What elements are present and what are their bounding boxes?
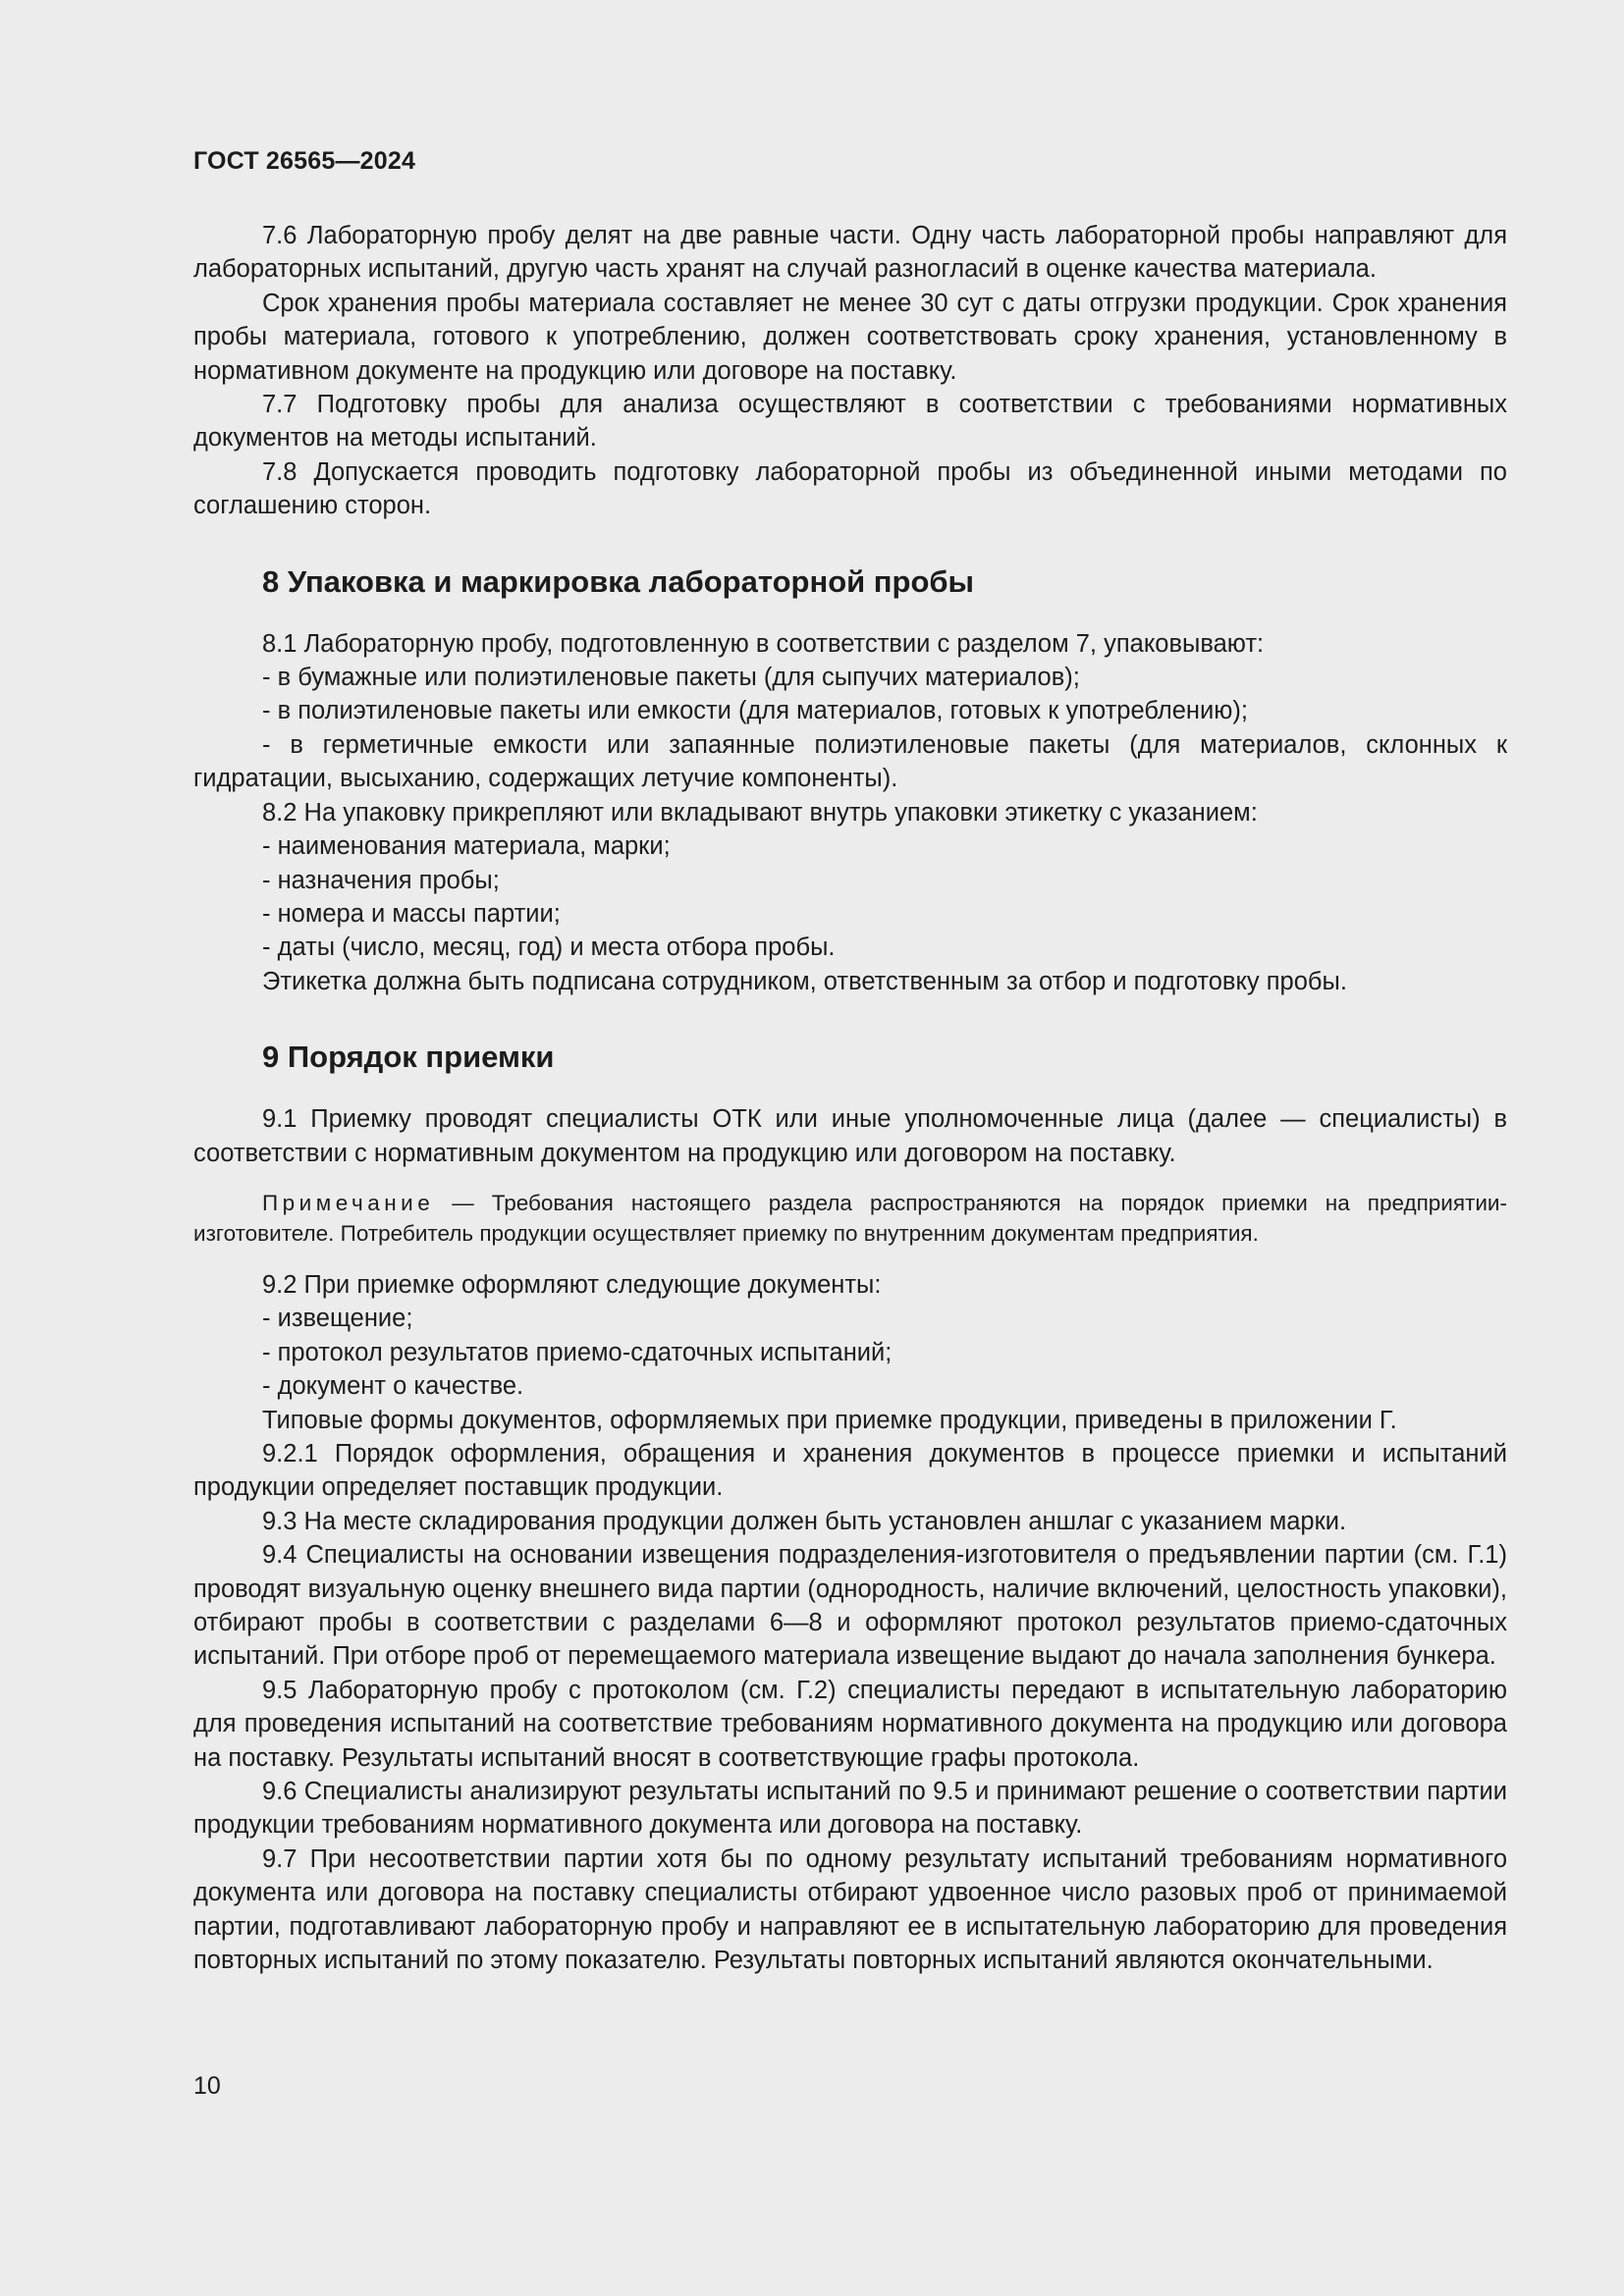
section-8-heading: 8 Упаковка и маркировка лабораторной пробы (262, 563, 975, 599)
paragraph-9-4: 9.4 Специалисты на основании извещения подразделения-изготовителя о предъявлении партии (см. Г.1) проводят визуальную оценку внешнего вида партии (однородность, наличие включений, целостность упаковки), отбирают пробы в соответствии с разделами 6—8 и оформляют протокол результатов приемо-сдаточных испытаний. При отборе проб от перемещаемого материала извещение выдают до начала заполнения бункера. (193, 1541, 1507, 1671)
list-item: - наименования материала, марки; (262, 832, 671, 861)
list-item: - назначения пробы; (262, 866, 500, 894)
paragraph-storage-term: Срок хранения пробы материала составляет не менее 30 сут с даты отгрузки продукции. Срок хранения пробы материала, готового к употреблению, должен соответствовать сроку хранения, установленному в нормативном документе на продукцию или договоре на поставку. (193, 289, 1507, 385)
list-item: - даты (число, месяц, год) и места отбора пробы. (262, 934, 836, 962)
section-7-continuation (193, 219, 1507, 523)
section-9-heading: 9 Порядок приемки (262, 1040, 555, 1075)
list-item: - извещение; (262, 1305, 413, 1333)
paragraph-7-6: 7.6 Лабораторную пробу делят на две равные части. Одну часть лабораторной пробы направляют для лабораторных испытаний, другую часть хранят на случай разногласий в оценке качества материала. (193, 222, 1507, 284)
paragraph-9-1: 9.1 Приемку проводят специалисты ОТК или иные уполномоченные лица (далее — специалисты) в соответствии с нормативным документом на продукцию или договором на поставку. (193, 1105, 1507, 1167)
page-number: 10 (193, 2072, 221, 2100)
list-item: - номера и массы партии; (262, 899, 561, 928)
section-9-body (193, 1102, 1507, 1170)
paragraph-9-2-1: 9.2.1 Порядок оформления, обращения и хранения документов в процессе приемки и испытаний продукции определяет поставщик продукции. (193, 1439, 1507, 1502)
paragraph-9-2: 9.2 При приемке оформляют следующие документы: (262, 1270, 882, 1299)
paragraph-8-2: 8.2 На упаковку прикрепляют или вкладывают внутрь упаковки этикетку с указанием: (262, 798, 1258, 827)
note-label: Примечание (262, 1190, 435, 1215)
paragraph-7-8: 7.8 Допускается проводить подготовку лабораторной пробы из объединенной иными методами по соглашению сторон. (193, 457, 1507, 520)
paragraph-9-6: 9.6 Специалисты анализируют результаты испытаний по 9.5 и принимают решение о соответствии партии продукции требованиям нормативного документа или договора на поставку. (193, 1778, 1507, 1840)
paragraph-7-7: 7.7 Подготовку пробы для анализа осуществляют в соответствии с требованиями нормативных документов на методы испытаний. (193, 391, 1507, 453)
list-item: - в герметичные емкости или запаянные полиэтиленовые пакеты (для материалов, склонных к гидратации, высыханию, содержащих летучие компоненты). (193, 730, 1507, 793)
document-code-header: ГОСТ 26565—2024 (193, 147, 416, 175)
paragraph-8-1: 8.1 Лабораторную пробу, подготовленную в соответствии с разделом 7, упаковывают: (262, 629, 1265, 658)
paragraph-label-signature: Этикетка должна быть подписана сотрудником, ответственным за отбор и подготовку пробы. (262, 967, 1347, 995)
list-item: - в бумажные или полиэтиленовые пакеты (для сыпучих материалов); (262, 664, 1080, 692)
document-page (193, 147, 1507, 1977)
list-item: - документ о качестве. (262, 1372, 524, 1401)
section-9-body-continued (193, 1268, 1507, 1978)
paragraph-9-3: 9.3 На месте складирования продукции должен быть установлен аншлаг с указанием марки. (262, 1507, 1347, 1535)
section-8-body (193, 627, 1507, 998)
paragraph-typical-forms: Типовые формы документов, оформляемых при приемке продукции, приведены в приложении Г. (262, 1406, 1397, 1434)
note-block (193, 1188, 1507, 1249)
paragraph-9-5: 9.5 Лабораторную пробу с протоколом (см. Г.2) специалисты передают в испытательную лабораторию для проведения испытаний на соответствие требованиям нормативного документа на продукцию или договора на поставку. Результаты испытаний вносят в соответствующие графы протокола. (193, 1676, 1507, 1772)
list-item: - в полиэтиленовые пакеты или емкости (для материалов, готовых к употреблению); (262, 697, 1248, 725)
list-item: - протокол результатов приемо-сдаточных испытаний; (262, 1338, 893, 1366)
note-text: — Требования настоящего раздела распространяются на порядок приемки на предприятии-изготовителе. Потребитель продукции осуществляет приемку по внутренним документам предприятия. (193, 1190, 1507, 1246)
paragraph-9-7: 9.7 При несоответствии партии хотя бы по одному результату испытаний требованиям нормативного документа или договора на поставку специалисты отбирают удвоенное число разовых проб от принимаемой партии, подготавливают лабораторную пробу и направляют ее в испытательную лабораторию для проведения повторных испытаний по этому показателю. Результаты повторных испытаний являются окончательными. (193, 1844, 1507, 1975)
